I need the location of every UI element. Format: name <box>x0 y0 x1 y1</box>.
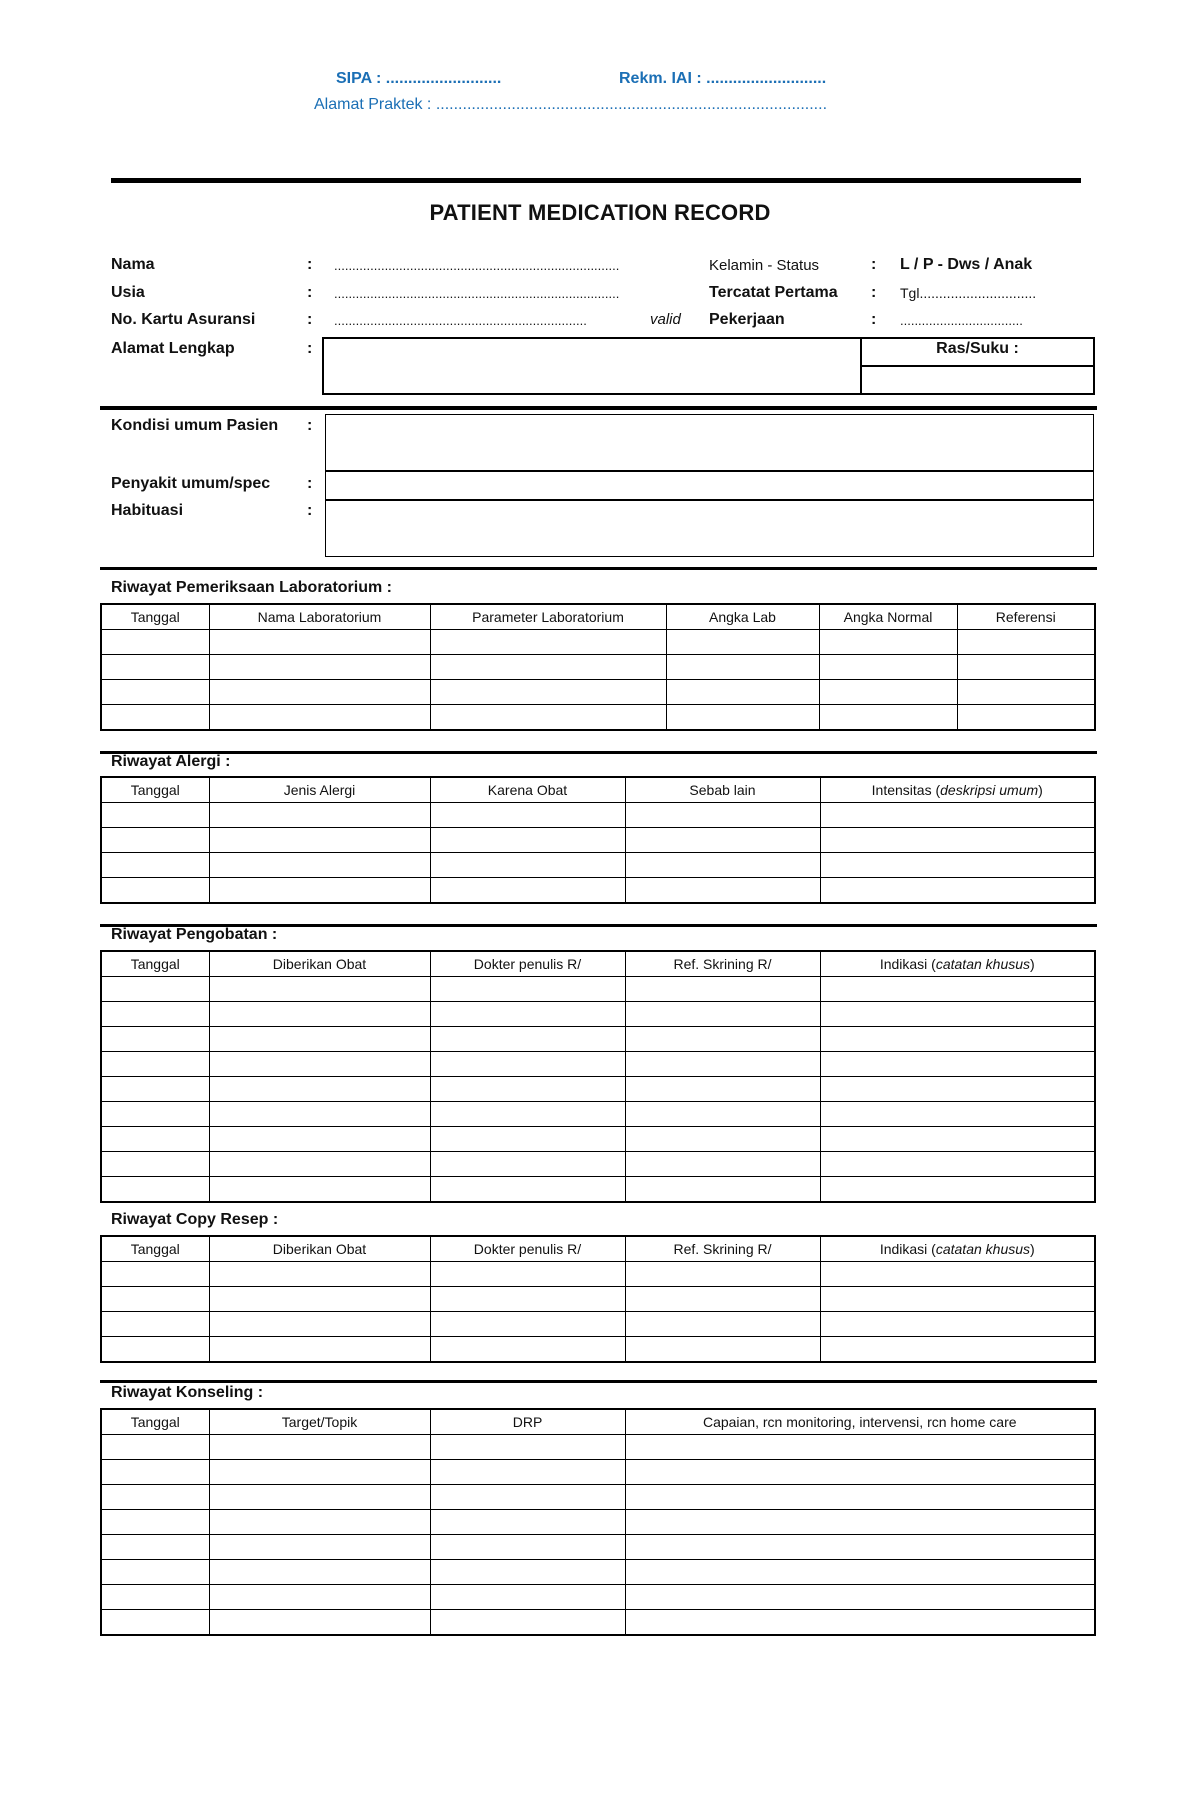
table-cell[interactable] <box>820 878 1095 904</box>
table-cell[interactable] <box>101 1435 209 1460</box>
table-header-row <box>101 1236 1095 1262</box>
table-row <box>101 1177 1095 1203</box>
table-cell[interactable] <box>430 1485 625 1510</box>
pengobatan-section-title: Riwayat Pengobatan : <box>111 926 278 943</box>
ras-suku-field[interactable] <box>862 367 1093 393</box>
table-cell[interactable] <box>101 878 209 904</box>
table-cell[interactable] <box>101 1262 209 1287</box>
table-cell[interactable] <box>209 1510 430 1535</box>
table-cell[interactable] <box>666 630 819 655</box>
column-header: Angka Normal <box>819 604 957 630</box>
copy-resep-section-title: Riwayat Copy Resep : <box>111 1211 279 1228</box>
habituasi-colon: : <box>307 502 313 519</box>
table-cell[interactable] <box>101 1002 209 1027</box>
penyakit-umum-label: Penyakit umum/spec <box>111 475 271 492</box>
table-cell[interactable] <box>430 977 625 1002</box>
table-cell[interactable] <box>101 1177 209 1203</box>
table-cell[interactable] <box>430 853 625 878</box>
table-cell[interactable] <box>430 1152 625 1177</box>
table-cell[interactable] <box>101 1535 209 1560</box>
column-header: Capaian, rcn monitoring, intervensi, rcn home care <box>625 1409 1095 1435</box>
table-cell[interactable] <box>101 828 209 853</box>
column-header: Indikasi (catatan khusus) <box>820 951 1095 977</box>
table-cell[interactable] <box>625 853 820 878</box>
table-cell[interactable] <box>430 680 666 705</box>
table-cell[interactable] <box>430 1102 625 1127</box>
table-cell[interactable] <box>430 1510 625 1535</box>
table-cell[interactable] <box>820 828 1095 853</box>
table-cell[interactable] <box>625 1585 1095 1610</box>
header-divider <box>111 178 1081 183</box>
table-cell[interactable] <box>430 878 625 904</box>
table-cell[interactable] <box>209 1262 430 1287</box>
lab-divider <box>100 567 1097 570</box>
table-cell[interactable] <box>209 1460 430 1485</box>
table-cell[interactable] <box>209 1560 430 1585</box>
table-cell[interactable] <box>209 705 430 731</box>
table-cell[interactable] <box>957 705 1095 731</box>
table-cell[interactable] <box>209 1027 430 1052</box>
table-cell[interactable] <box>101 655 209 680</box>
column-header: DRP <box>430 1409 625 1435</box>
table-cell[interactable] <box>430 1535 625 1560</box>
table-cell[interactable] <box>430 630 666 655</box>
penyakit-umum-box[interactable] <box>325 471 1094 500</box>
table-row <box>101 853 1095 878</box>
column-header: Sebab lain <box>625 777 820 803</box>
table-cell[interactable] <box>430 1560 625 1585</box>
copy-resep-table <box>100 1235 1096 1363</box>
table-cell[interactable] <box>209 1435 430 1460</box>
table-cell[interactable] <box>625 1485 1095 1510</box>
table-cell[interactable] <box>957 655 1095 680</box>
table-cell[interactable] <box>101 1312 209 1337</box>
table-cell[interactable] <box>430 828 625 853</box>
table-row <box>101 1585 1095 1610</box>
column-header: Tanggal <box>101 1409 209 1435</box>
nama-dots[interactable]: ............................................................................... <box>334 258 620 273</box>
konseling-table <box>100 1408 1096 1636</box>
table-cell[interactable] <box>101 1287 209 1312</box>
table-cell[interactable] <box>209 977 430 1002</box>
alamat-colon: : <box>307 340 313 357</box>
table-cell[interactable] <box>430 1052 625 1077</box>
table-cell[interactable] <box>209 1485 430 1510</box>
table-cell[interactable] <box>101 1152 209 1177</box>
table-row <box>101 630 1095 655</box>
table-cell[interactable] <box>101 1077 209 1102</box>
table-row <box>101 1485 1095 1510</box>
alergi-divider <box>100 751 1097 754</box>
table-row <box>101 1337 1095 1363</box>
table-row <box>101 803 1095 828</box>
table-cell[interactable] <box>101 1102 209 1127</box>
table-cell[interactable] <box>820 1002 1095 1027</box>
table-cell[interactable] <box>625 1127 820 1152</box>
table-row <box>101 1262 1095 1287</box>
table-cell[interactable] <box>820 1077 1095 1102</box>
pengobatan-table <box>100 950 1096 1203</box>
table-cell[interactable] <box>625 828 820 853</box>
alamat-lengkap-label: Alamat Lengkap <box>111 340 235 357</box>
table-cell[interactable] <box>101 1610 209 1636</box>
kelamin-colon: : <box>871 256 877 273</box>
kondisi-umum-box[interactable] <box>325 414 1094 471</box>
ras-suku-label: Ras/Suku : <box>936 340 1019 357</box>
lab-section-title: Riwayat Pemeriksaan Laboratorium : <box>111 579 392 596</box>
table-cell[interactable] <box>819 630 957 655</box>
table-row <box>101 1152 1095 1177</box>
table-cell[interactable] <box>430 1287 625 1312</box>
alergi-table <box>100 776 1096 904</box>
habituasi-box[interactable] <box>325 500 1094 557</box>
table-cell[interactable] <box>625 1077 820 1102</box>
column-header: Jenis Alergi <box>209 777 430 803</box>
table-cell[interactable] <box>625 1152 820 1177</box>
nama-label: Nama <box>111 256 155 273</box>
table-cell[interactable] <box>209 1535 430 1560</box>
table-row <box>101 1560 1095 1585</box>
column-header: Tanggal <box>101 1236 209 1262</box>
table-cell[interactable] <box>820 1262 1095 1287</box>
table-cell[interactable] <box>957 680 1095 705</box>
usia-dots[interactable]: ............................................................................... <box>334 286 620 301</box>
table-cell[interactable] <box>957 630 1095 655</box>
habituasi-label: Habituasi <box>111 502 184 519</box>
table-cell[interactable] <box>666 680 819 705</box>
table-cell[interactable] <box>209 655 430 680</box>
table-cell[interactable] <box>209 1127 430 1152</box>
table-row <box>101 828 1095 853</box>
kelamin-status-label: Kelamin - Status <box>709 257 820 274</box>
identity-divider <box>100 406 1097 410</box>
alergi-section-title: Riwayat Alergi : <box>111 753 231 770</box>
table-cell[interactable] <box>819 680 957 705</box>
table-row <box>101 1102 1095 1127</box>
table-cell[interactable] <box>819 705 957 731</box>
table-cell[interactable] <box>819 655 957 680</box>
column-header: Target/Topik <box>209 1409 430 1435</box>
column-header: Indikasi (catatan khusus) <box>820 1236 1095 1262</box>
table-cell[interactable] <box>820 1177 1095 1203</box>
table-header-row <box>101 604 1095 630</box>
column-header: Tanggal <box>101 604 209 630</box>
table-row <box>101 1027 1095 1052</box>
column-header: Ref. Skrining R/ <box>625 1236 820 1262</box>
kondisi-umum-label: Kondisi umum Pasien <box>111 417 279 434</box>
table-cell[interactable] <box>820 977 1095 1002</box>
column-header: Parameter Laboratorium <box>430 604 666 630</box>
column-header: Ref. Skrining R/ <box>625 951 820 977</box>
table-header-row <box>101 951 1095 977</box>
column-header: Nama Laboratorium <box>209 604 430 630</box>
table-cell[interactable] <box>625 1510 1095 1535</box>
table-cell[interactable] <box>430 1312 625 1337</box>
tercatat-pertama-label: Tercatat Pertama <box>709 284 838 301</box>
table-row <box>101 655 1095 680</box>
table-cell[interactable] <box>209 803 430 828</box>
table-row <box>101 1312 1095 1337</box>
table-cell[interactable] <box>820 1052 1095 1077</box>
table-row <box>101 1435 1095 1460</box>
table-cell[interactable] <box>820 853 1095 878</box>
table-cell[interactable] <box>430 803 625 828</box>
valid-label: valid <box>650 311 681 328</box>
kartu-dots[interactable]: ...................................................................... <box>334 313 587 328</box>
table-cell[interactable] <box>820 1312 1095 1337</box>
table-cell[interactable] <box>625 1535 1095 1560</box>
table-cell[interactable] <box>209 1610 430 1636</box>
table-cell[interactable] <box>820 1127 1095 1152</box>
table-cell[interactable] <box>209 853 430 878</box>
table-cell[interactable] <box>101 1027 209 1052</box>
table-cell[interactable] <box>430 1177 625 1203</box>
tercatat-pertama-value[interactable]: Tgl.............................. <box>900 285 1037 301</box>
table-cell[interactable] <box>209 1287 430 1312</box>
table-cell[interactable] <box>625 1002 820 1027</box>
usia-label: Usia <box>111 284 145 301</box>
table-cell[interactable] <box>430 1610 625 1636</box>
table-header-row <box>101 1409 1095 1435</box>
table-header-row <box>101 777 1095 803</box>
column-header: Karena Obat <box>430 777 625 803</box>
table-cell[interactable] <box>209 1077 430 1102</box>
column-header: Diberikan Obat <box>209 1236 430 1262</box>
column-header: Tanggal <box>101 951 209 977</box>
table-cell[interactable] <box>820 1152 1095 1177</box>
table-row <box>101 1127 1095 1152</box>
table-cell[interactable] <box>209 828 430 853</box>
table-cell[interactable] <box>666 655 819 680</box>
table-cell[interactable] <box>209 878 430 904</box>
table-cell[interactable] <box>625 1435 1095 1460</box>
table-row <box>101 1460 1095 1485</box>
table-row <box>101 878 1095 904</box>
table-cell[interactable] <box>625 1460 1095 1485</box>
table-row <box>101 1610 1095 1636</box>
column-header: Referensi <box>957 604 1095 630</box>
table-cell[interactable] <box>209 1102 430 1127</box>
table-cell[interactable] <box>209 1337 430 1363</box>
page-title: PATIENT MEDICATION RECORD <box>429 200 771 225</box>
nama-colon: : <box>307 256 313 273</box>
table-cell[interactable] <box>625 977 820 1002</box>
table-row <box>101 705 1095 731</box>
table-cell[interactable] <box>430 1002 625 1027</box>
table-cell[interactable] <box>430 1127 625 1152</box>
table-cell[interactable] <box>625 1337 820 1363</box>
table-cell[interactable] <box>820 1287 1095 1312</box>
pekerjaan-label: Pekerjaan <box>709 311 785 328</box>
table-cell[interactable] <box>209 1312 430 1337</box>
table-cell[interactable] <box>430 1262 625 1287</box>
pekerjaan-value[interactable]: .................................. <box>900 313 1023 328</box>
table-cell[interactable] <box>625 1102 820 1127</box>
table-cell[interactable] <box>625 1262 820 1287</box>
konseling-divider <box>100 1380 1097 1383</box>
table-cell[interactable] <box>625 1287 820 1312</box>
table-cell[interactable] <box>101 1510 209 1535</box>
lab-table <box>100 603 1096 731</box>
table-row <box>101 1077 1095 1102</box>
table-cell[interactable] <box>101 1460 209 1485</box>
table-cell[interactable] <box>101 977 209 1002</box>
table-cell[interactable] <box>430 1077 625 1102</box>
table-cell[interactable] <box>209 1177 430 1203</box>
table-cell[interactable] <box>625 878 820 904</box>
table-cell[interactable] <box>101 705 209 731</box>
sipa-field: SIPA : .......................... <box>336 70 502 87</box>
table-cell[interactable] <box>625 803 820 828</box>
table-row <box>101 1287 1095 1312</box>
kondisi-colon: : <box>307 417 313 434</box>
table-cell[interactable] <box>625 1560 1095 1585</box>
usia-colon: : <box>307 284 313 301</box>
table-cell[interactable] <box>101 1337 209 1363</box>
table-cell[interactable] <box>101 630 209 655</box>
table-cell[interactable] <box>625 1052 820 1077</box>
table-cell[interactable] <box>209 680 430 705</box>
table-cell[interactable] <box>430 1337 625 1363</box>
table-row <box>101 1510 1095 1535</box>
tercatat-colon: : <box>871 284 877 301</box>
table-cell[interactable] <box>430 1585 625 1610</box>
table-cell[interactable] <box>101 1485 209 1510</box>
table-cell[interactable] <box>625 1027 820 1052</box>
table-row <box>101 977 1095 1002</box>
column-header: Dokter penulis R/ <box>430 1236 625 1262</box>
table-cell[interactable] <box>101 1127 209 1152</box>
column-header: Intensitas (deskripsi umum) <box>820 777 1095 803</box>
kartu-colon: : <box>307 311 313 328</box>
table-row <box>101 1052 1095 1077</box>
column-header: Diberikan Obat <box>209 951 430 977</box>
table-cell[interactable] <box>820 803 1095 828</box>
table-cell[interactable] <box>209 1585 430 1610</box>
table-cell[interactable] <box>430 1027 625 1052</box>
pekerjaan-colon: : <box>871 311 877 328</box>
table-cell[interactable] <box>209 630 430 655</box>
table-cell[interactable] <box>101 853 209 878</box>
table-cell[interactable] <box>820 1337 1095 1363</box>
table-cell[interactable] <box>820 1102 1095 1127</box>
alamat-praktek-field: Alamat Praktek : ........................................................................................ <box>314 96 828 113</box>
table-cell[interactable] <box>101 1560 209 1585</box>
column-header: Angka Lab <box>666 604 819 630</box>
table-cell[interactable] <box>209 1152 430 1177</box>
table-cell[interactable] <box>209 1002 430 1027</box>
table-cell[interactable] <box>101 1585 209 1610</box>
table-cell[interactable] <box>101 1052 209 1077</box>
table-cell[interactable] <box>101 803 209 828</box>
table-cell[interactable] <box>625 1312 820 1337</box>
table-cell[interactable] <box>625 1177 820 1203</box>
table-row <box>101 680 1095 705</box>
penyakit-colon: : <box>307 475 313 492</box>
table-cell[interactable] <box>101 680 209 705</box>
kelamin-status-value[interactable]: L / P - Dws / Anak <box>900 256 1033 273</box>
konseling-section-title: Riwayat Konseling : <box>111 1384 264 1401</box>
column-header: Tanggal <box>101 777 209 803</box>
table-cell[interactable] <box>430 655 666 680</box>
table-cell[interactable] <box>430 705 666 731</box>
table-cell[interactable] <box>209 1052 430 1077</box>
kartu-asuransi-label: No. Kartu Asuransi <box>111 311 256 328</box>
table-cell[interactable] <box>820 1027 1095 1052</box>
table-cell[interactable] <box>625 1610 1095 1636</box>
table-row <box>101 1535 1095 1560</box>
column-header: Dokter penulis R/ <box>430 951 625 977</box>
table-row <box>101 1002 1095 1027</box>
table-cell[interactable] <box>430 1435 625 1460</box>
rekm-iai-field: Rekm. IAI : ........................... <box>619 70 827 87</box>
table-cell[interactable] <box>430 1460 625 1485</box>
table-cell[interactable] <box>666 705 819 731</box>
